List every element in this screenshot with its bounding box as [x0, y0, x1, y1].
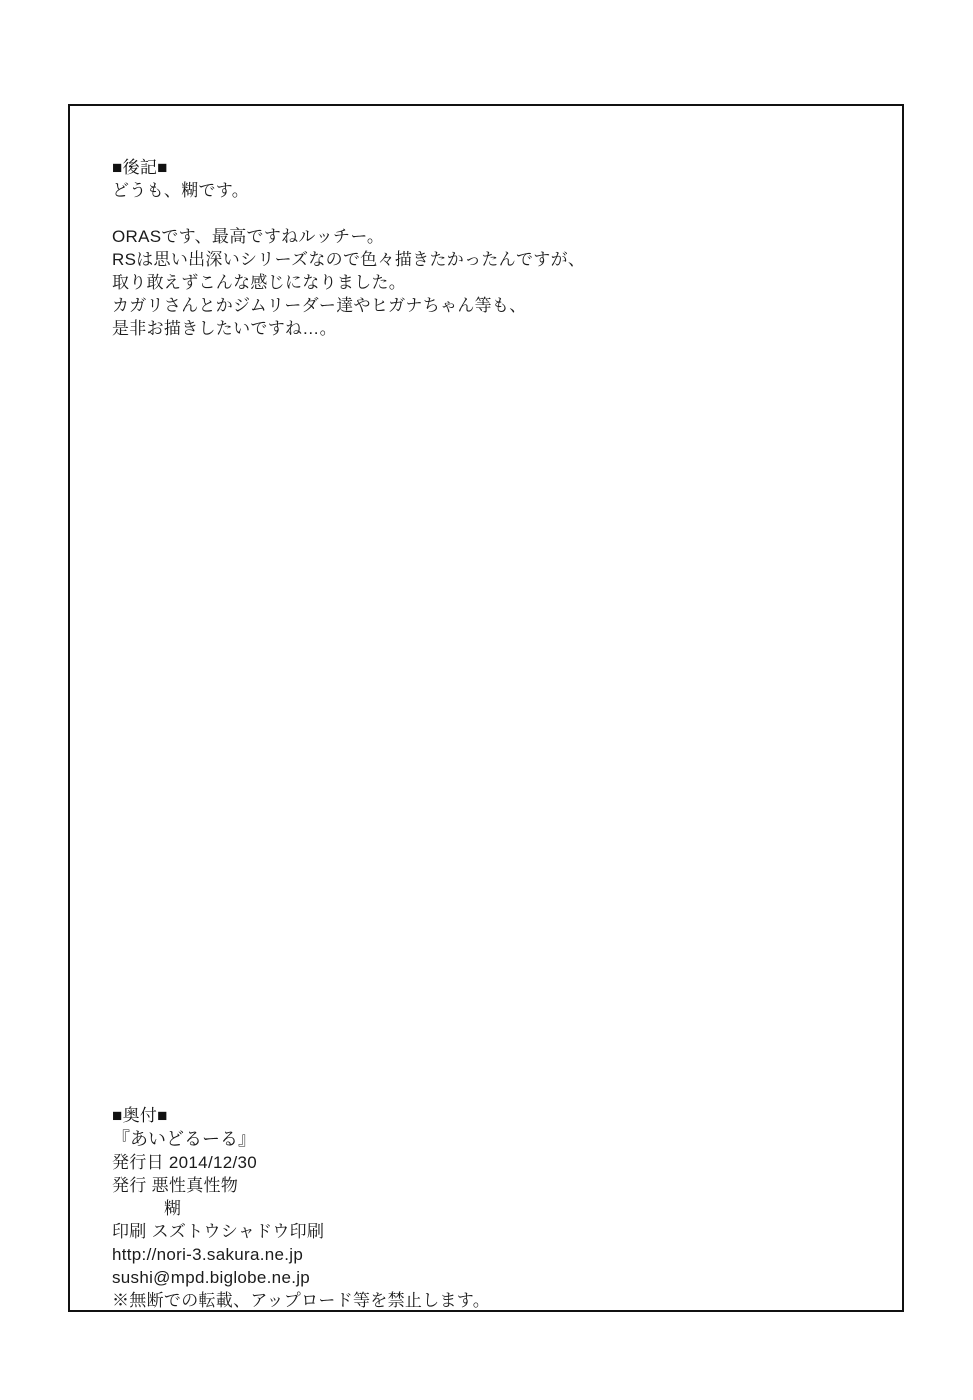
colophon-heading: ■奥付■: [112, 1106, 168, 1125]
colophon-title: 『あいどるーる』: [112, 1129, 256, 1149]
afterword-heading: ■後記■: [112, 158, 168, 177]
afterword-spacer: [112, 202, 812, 225]
colophon-email: sushi@mpd.biglobe.ne.jp: [112, 1268, 311, 1287]
afterword-line-3: RSは思い出深いシリーズなので色々描きたかったんですが、: [112, 250, 586, 269]
colophon-publisher: 発行 悪性真性物: [112, 1176, 239, 1195]
afterword-line-1: どうも、糊です。: [112, 181, 250, 200]
afterword-line-6: 是非お描きしたいですね…。: [112, 319, 337, 338]
colophon-notice: ※無断での転載、アップロード等を禁止します。: [112, 1291, 491, 1310]
colophon-publish-date: 発行日 2014/12/30: [112, 1153, 258, 1172]
afterword-line-5: カガリさんとかジムリーダー達やヒガナちゃん等も、: [112, 296, 527, 315]
afterword-line-2: ORASです、最高ですねルッチー。: [112, 227, 385, 246]
colophon-printer: 印刷 スズトウシャドウ印刷: [112, 1222, 325, 1241]
colophon-website: http://nori-3.sakura.ne.jp: [112, 1245, 304, 1264]
page-frame: [68, 104, 904, 1312]
afterword-section: [112, 156, 812, 340]
colophon-author: 糊: [164, 1199, 182, 1218]
afterword-line-4: 取り敢えずこんな感じになりました。: [112, 273, 407, 292]
colophon-section: [112, 1104, 812, 1312]
